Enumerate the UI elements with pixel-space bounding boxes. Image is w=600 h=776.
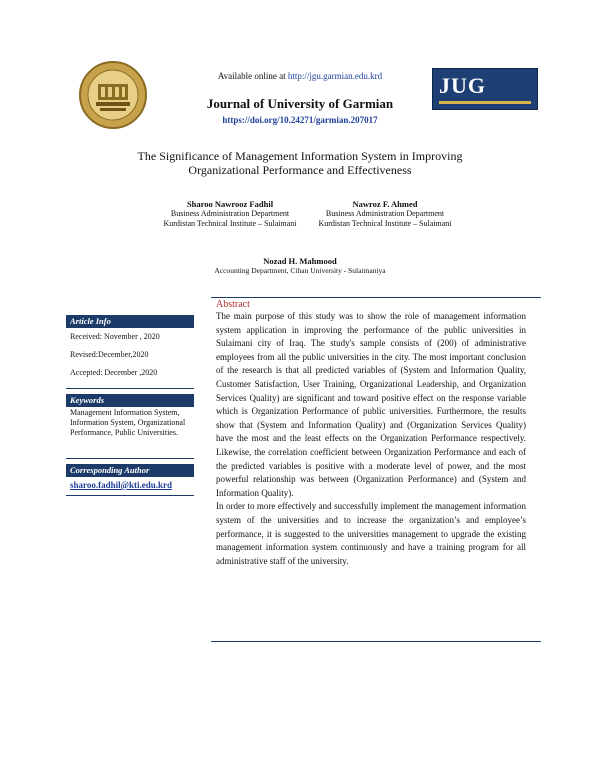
abstract-top-rule — [211, 297, 541, 298]
author-department: Business Administration Department — [325, 209, 445, 218]
availability-line: Available online at http://jgu.garmian.edu.krd — [217, 71, 383, 81]
journal-logo-text: JUG — [439, 73, 486, 98]
author-institute: Kurdistan Technical Institute – Sulaimani — [318, 219, 452, 228]
abstract-paragraph: The main purpose of this study was to show the role of management information system application in improving the performance of the public universities in Sulaimani city of Iraq. The study's sample consists of (200) of administrative employees from all the public universities in the city. The most important conclusion of the research is that all predicted variables of (System and Information Quality, Customer Satisfaction, User Training, Organizational Leadership, and Organization Services Quality) are significant and toward positive effect on the response variable which is Organization Performance of public universities. Furthermore, the results show that (System and Information Quality) and (Organization Services Quality) have the most and the least effects on the Organization Performance respectively. Likewise, the correlation coefficient between Organization Performance and each of the predicted variables is positive with a moderate level of power, and the most powerful relationship was between (Organization Performance) and (System and Information Quality). — [216, 311, 526, 498]
keywords-heading: Keywords — [66, 394, 194, 407]
abstract-paragraph: In order to more effectively and successfully implement the management information system of the universities and to increase the organization’s and employee’s performance, it is suggested to the universities management to upgrade the existing management information system continuously and have a training program for all administrative staff of the university. — [216, 501, 526, 566]
revised-date: Revised:December,2020 — [70, 350, 149, 359]
author-block — [180, 256, 420, 276]
corresponding-author-heading: Corresponding Author — [66, 464, 194, 477]
paper-title: The Significance of Management Information System in Improving Organizational Performance and Effectiveness — [137, 149, 463, 177]
author-block — [300, 199, 470, 229]
article-info-heading: Article Info — [66, 315, 194, 328]
author-block — [145, 199, 315, 229]
author-affiliation: Accounting Department, Cihan University - Sulaimaniya — [214, 266, 386, 275]
author-name: Sharoo Nawrooz Fadhil — [186, 199, 274, 209]
author-department: Business Administration Department — [170, 209, 290, 218]
doi-link[interactable]: https://doi.org/10.24271/garmian.207017 — [222, 115, 378, 125]
corresponding-email-link[interactable]: sharoo.fadhil@kti.edu.krd — [70, 480, 172, 490]
author-name: Nozad H. Mahmood — [263, 256, 337, 266]
keywords-list: Management Information System, Information System, Organizational Performance, Public Universities. — [70, 408, 186, 437]
journal-title: Journal of University of Garmian — [206, 96, 394, 111]
accepted-date: Accepted: December ,2020 — [70, 368, 158, 377]
abstract-body — [216, 310, 526, 568]
journal-website-link[interactable]: http://jgu.garmian.edu.krd — [287, 71, 383, 81]
divider — [66, 388, 194, 389]
divider — [66, 495, 194, 496]
author-name: Nawroz F. Ahmed — [352, 199, 418, 209]
author-institute: Kurdistan Technical Institute – Sulaimani — [163, 219, 297, 228]
received-date: Received: November , 2020 — [70, 332, 160, 341]
divider — [66, 458, 194, 459]
abstract-heading: Abstract — [216, 299, 250, 310]
abstract-bottom-rule — [211, 641, 541, 642]
